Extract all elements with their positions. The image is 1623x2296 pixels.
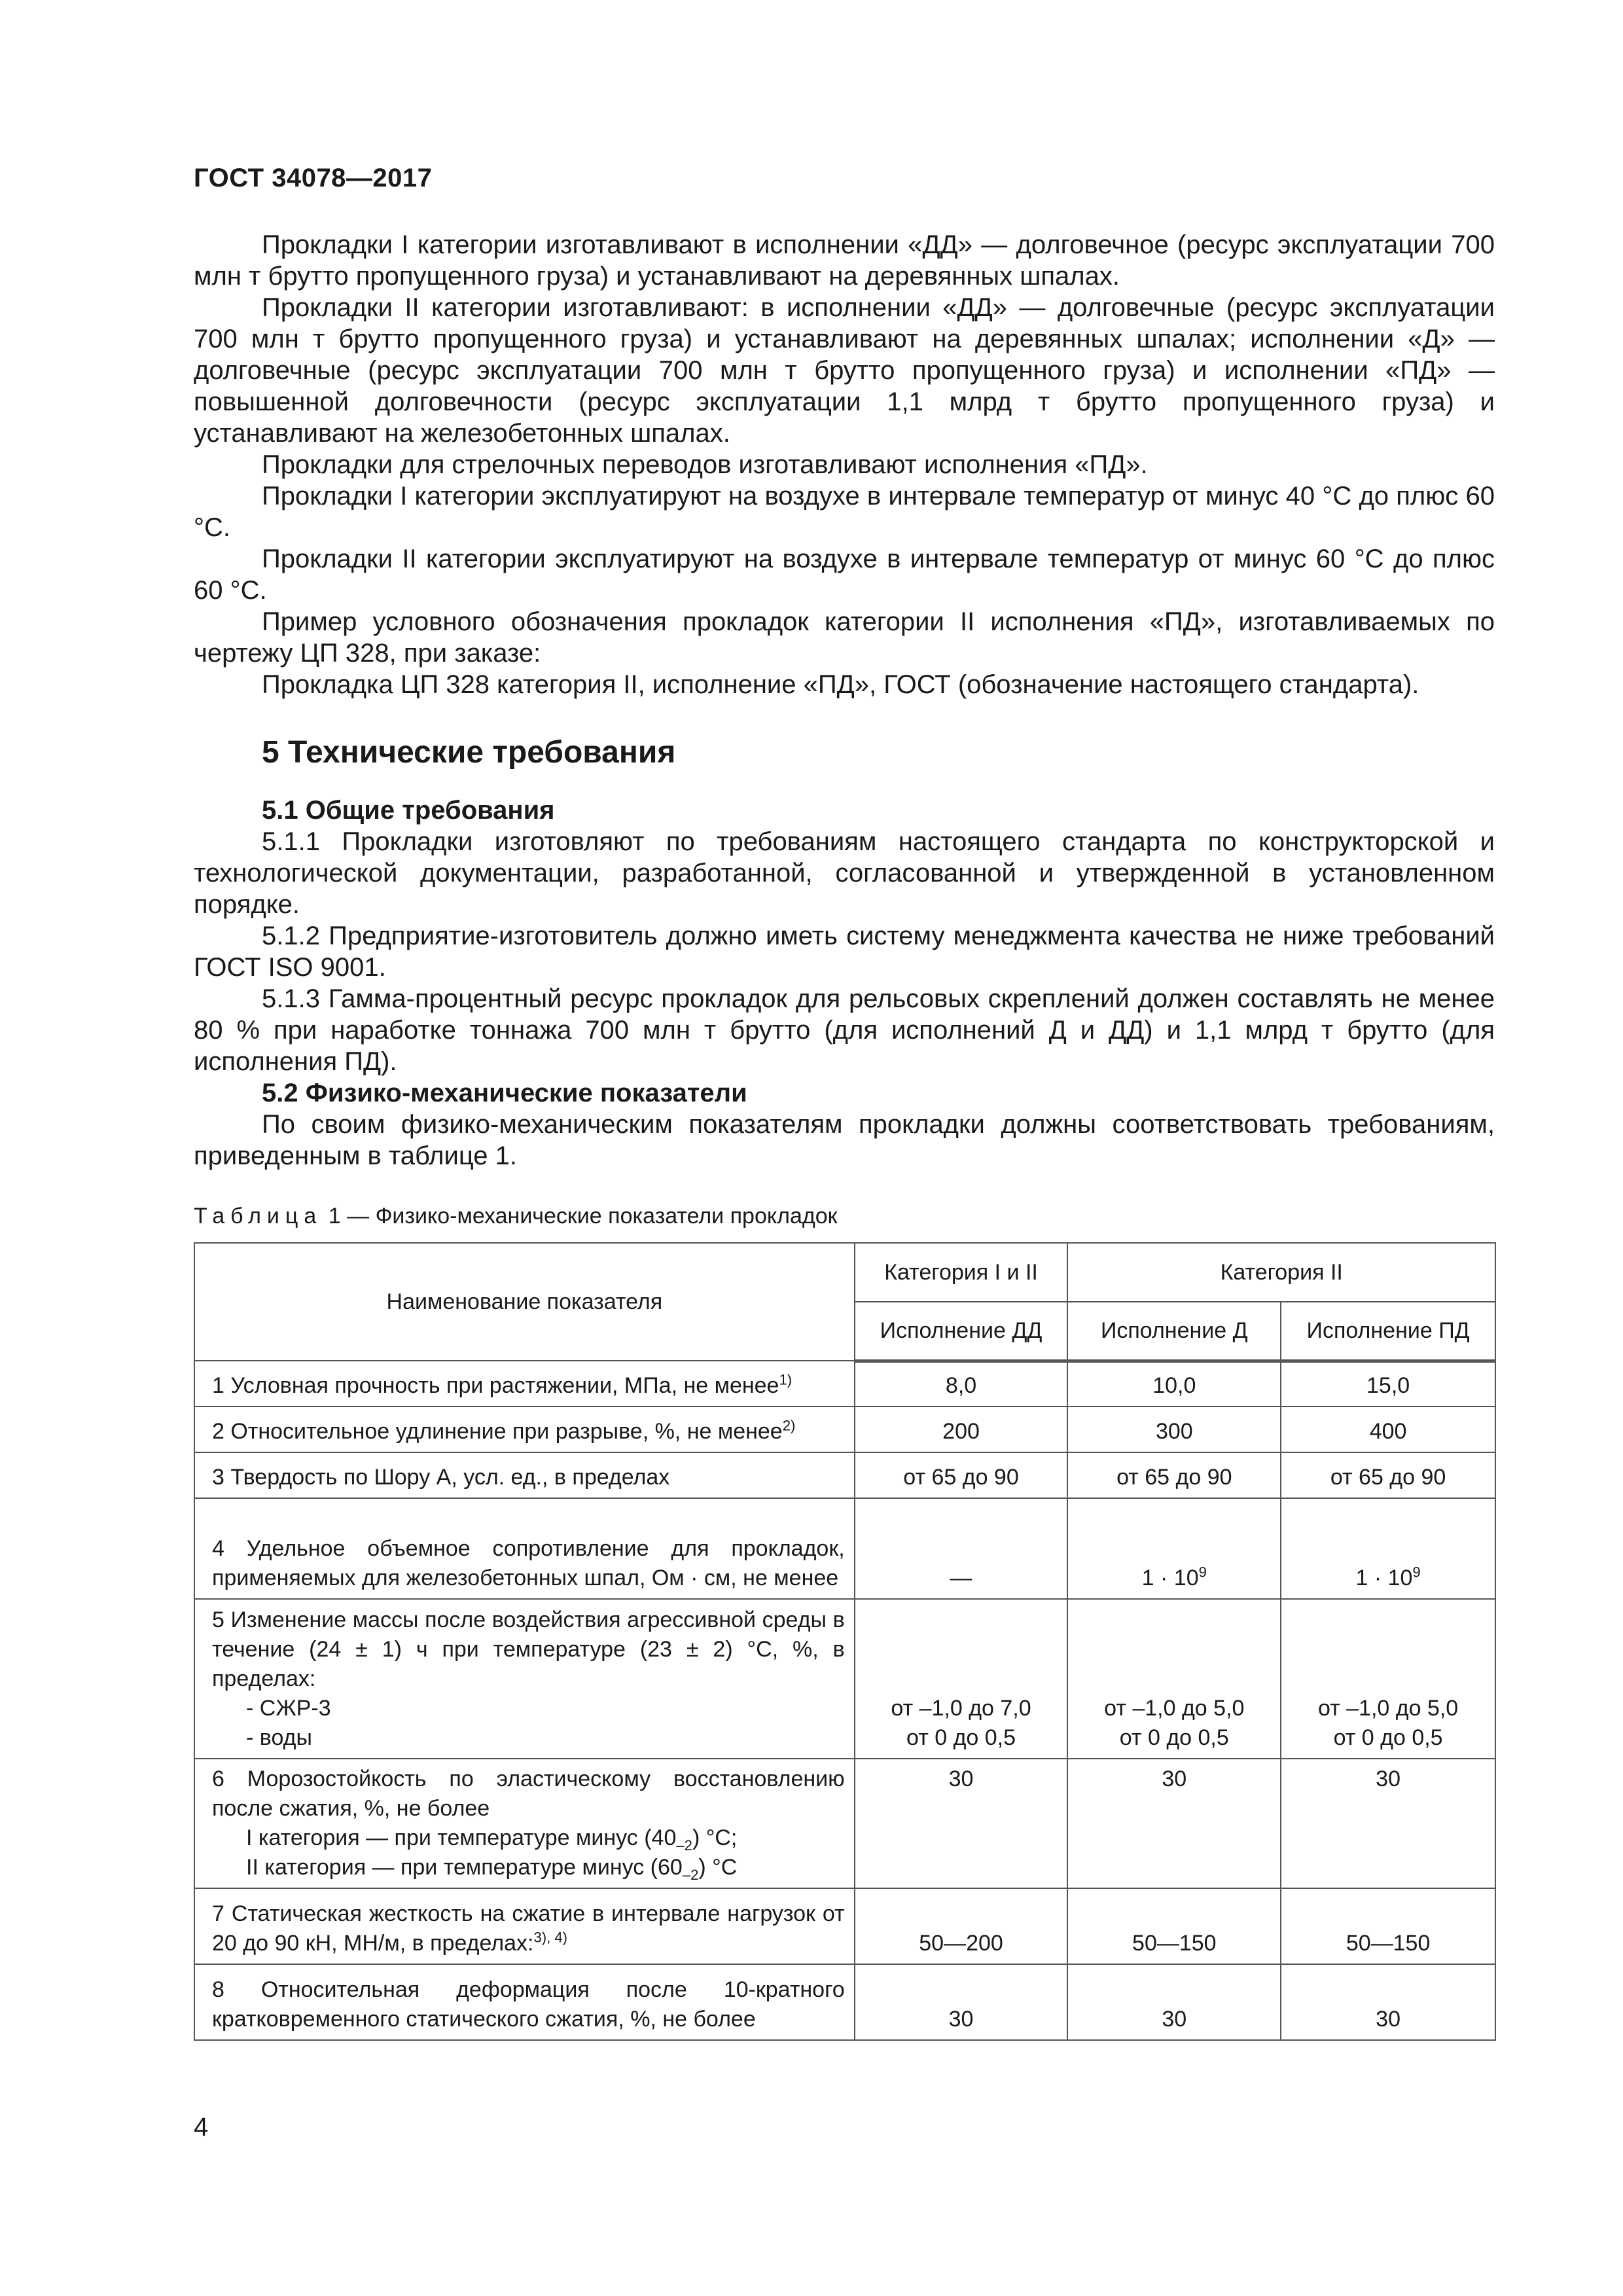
sub-item: - СЖР-3 (246, 1696, 331, 1721)
cell-value: 30 (1067, 1964, 1281, 2040)
cell-value: — (855, 1498, 1068, 1599)
page-number: 4 (194, 2113, 209, 2142)
table-row (194, 1407, 1495, 1452)
table-row (194, 1964, 1495, 2040)
table-row (194, 1498, 1495, 1599)
col-header-isp-dd: Исполнение ДД (855, 1302, 1068, 1361)
cell-value: 30 (1067, 1759, 1281, 1888)
cell-value: от 65 до 90 (855, 1452, 1068, 1498)
row-name: 7 Статическая жесткость на сжатие в интервале нагрузок от 20 до 90 кН, МН/м, в пределах:$^{3), 4)}$ (194, 1888, 855, 1964)
cell-value: 30 (1281, 1964, 1495, 2040)
cell-value: 30 (855, 1964, 1068, 2040)
col-header-cat12: Категория I и II (855, 1243, 1068, 1302)
cell-value: 8,0 (855, 1361, 1068, 1407)
document-header: ГОСТ 34078—2017 (194, 164, 433, 192)
row-name: 4 Удельное объемное сопротивление для прокладок, применяемых для железобетонных шпал, Ом · см, не менее (194, 1498, 855, 1599)
body-text (194, 229, 1495, 1172)
cell-value: 50—200 (855, 1888, 1068, 1964)
paragraph: Прокладки I категории эксплуатируют на воздухе в интервале температур от минус 40 °С до плюс 60 °С. (194, 482, 1495, 542)
row-name: 6 Морозостойкость по эластическому восстановлению после сжатия, %, не более I категория — при температуре минус $(40_{-2})$ °С; II категория — при температуре минус $(60_{-2})$ °С (194, 1759, 855, 1888)
caption-word: Таблица (194, 1204, 323, 1229)
properties-table (194, 1242, 1496, 2041)
paragraph: 5.1.1 Прокладки изготовляют по требованиям настоящего стандарта по конструкторской и технологической документации, разработанной, согласованной и утвержденной в установленном порядке. (194, 827, 1495, 919)
sub-item: - воды (246, 1725, 312, 1750)
col-header-isp-d: Исполнение Д (1067, 1302, 1281, 1361)
table-caption (194, 1203, 837, 1229)
paragraph: Прокладка ЦП 328 категория II, исполнение «ПД», ГОСТ (обозначение настоящего стандарта). (262, 670, 1419, 699)
table-row (194, 1759, 1495, 1888)
cell-value: от 65 до 90 (1067, 1452, 1281, 1498)
cell-value: 30 (1281, 1759, 1495, 1888)
cell-value: 50—150 (1067, 1888, 1281, 1964)
section-title: 5 Технические требования (262, 735, 676, 770)
footnote-ref: 1) (779, 1371, 793, 1388)
cell-value: 400 (1281, 1407, 1495, 1452)
paragraph: 5.1.2 Предприятие-изготовитель должно иметь систему менеджмента качества не ниже требований ГОСТ ISO 9001. (194, 922, 1495, 982)
table-row (194, 1361, 1495, 1407)
paragraph: По своим физико-механическим показателям прокладки должны соответствовать требованиям, приведенным в таблице 1. (194, 1110, 1495, 1170)
paragraph: Прокладки II категории эксплуатируют на воздухе в интервале температур от минус 60 °С до плюс 60 °С. (194, 545, 1495, 605)
cell-value: 15,0 (1281, 1361, 1495, 1407)
paragraph: Пример условного обозначения прокладок категории II исполнения «ПД», изготавливаемых по чертежу ЦП 328, при заказе: (194, 607, 1495, 668)
cell-value: от –1,0 до 5,0 от 0 до 0,5 (1067, 1599, 1281, 1759)
paragraph: Прокладки I категории изготавливают в исполнении «ДД» — долговечное (ресурс эксплуатации 700 млн т брутто пропущенного груза) и устанавливают на деревянных шпалах. (194, 230, 1495, 291)
cell-value: 200 (855, 1407, 1068, 1452)
sub-item: II категория — при температуре минус $(60_{-2})$ °С (246, 1855, 738, 1883)
sub-item: I категория — при температуре минус $(40_{-2})$ °С; (246, 1825, 738, 1854)
footnote-ref: 2) (782, 1417, 796, 1434)
subsection-title: 5.2 Физико-механические показатели (262, 1079, 747, 1107)
table-row (194, 1452, 1495, 1498)
row-name: 5 Изменение массы после воздействия агрессивной среды в течение (24 ± 1) ч при температуре (23 ± 2) °С, %, в пределах: - СЖР-3 - воды (194, 1599, 855, 1759)
row-name: 3 Твердость по Шору А, усл. ед., в пределах (194, 1452, 855, 1498)
row-name: 1 Условная прочность при растяжении, МПа, не менее$^{1)}$ (194, 1361, 855, 1407)
cell-value: 300 (1067, 1407, 1281, 1452)
col-header-isp-pd: Исполнение ПД (1281, 1302, 1495, 1361)
cell-value: от –1,0 до 7,0 от 0 до 0,5 (855, 1599, 1068, 1759)
cell-value: от –1,0 до 5,0 от 0 до 0,5 (1281, 1599, 1495, 1759)
footnote-ref: 3), 4) (533, 1929, 568, 1946)
paragraph: Прокладки для стрелочных переводов изготавливают исполнения «ПД». (262, 450, 1148, 479)
paragraph: Прокладки II категории изготавливают: в исполнении «ДД» — долговечные (ресурс эксплуатации 700 млн т брутто пропущенного груза) и устанавливают на деревянных шпалах; исполнении «Д» — долговечные (ресурс эксплуатации 700 млн т брутто пропущенного груза) и исполнении «ПД» — повышенной долговечности (ресурс эксплуатации 1,1 млрд т брутто пропущенного груза) и устанавливают на железобетонных шпалах. (194, 293, 1495, 448)
cell-value: 50—150 (1281, 1888, 1495, 1964)
col-header-name: Наименование показателя (194, 1243, 855, 1361)
table-row (194, 1599, 1495, 1759)
caption-text: 1 — Физико-механические показатели прокладок (328, 1204, 838, 1229)
cell-value: $1 \cdot 10^9$ (1281, 1498, 1495, 1599)
cell-value: 30 (855, 1759, 1068, 1888)
cell-value: $1 \cdot 10^9$ (1067, 1498, 1281, 1599)
cell-value: 10,0 (1067, 1361, 1281, 1407)
row-name: 2 Относительное удлинение при разрыве, %, не менее$^{2)}$ (194, 1407, 855, 1452)
paragraph: 5.1.3 Гамма-процентный ресурс прокладок для рельсовых скреплений должен составлять не менее 80 % при наработке тоннажа 700 млн т брутто (для исполнений Д и ДД) и 1,1 млрд т брутто (для исполнения ПД). (194, 984, 1495, 1076)
col-header-cat2: Категория II (1067, 1243, 1495, 1302)
table-row (194, 1888, 1495, 1964)
cell-value: от 65 до 90 (1281, 1452, 1495, 1498)
row-name: 8 Относительная деформация после 10-кратного кратковременного статического сжатия, %, не более (194, 1964, 855, 2040)
subsection-title: 5.1 Общие требования (262, 796, 555, 825)
